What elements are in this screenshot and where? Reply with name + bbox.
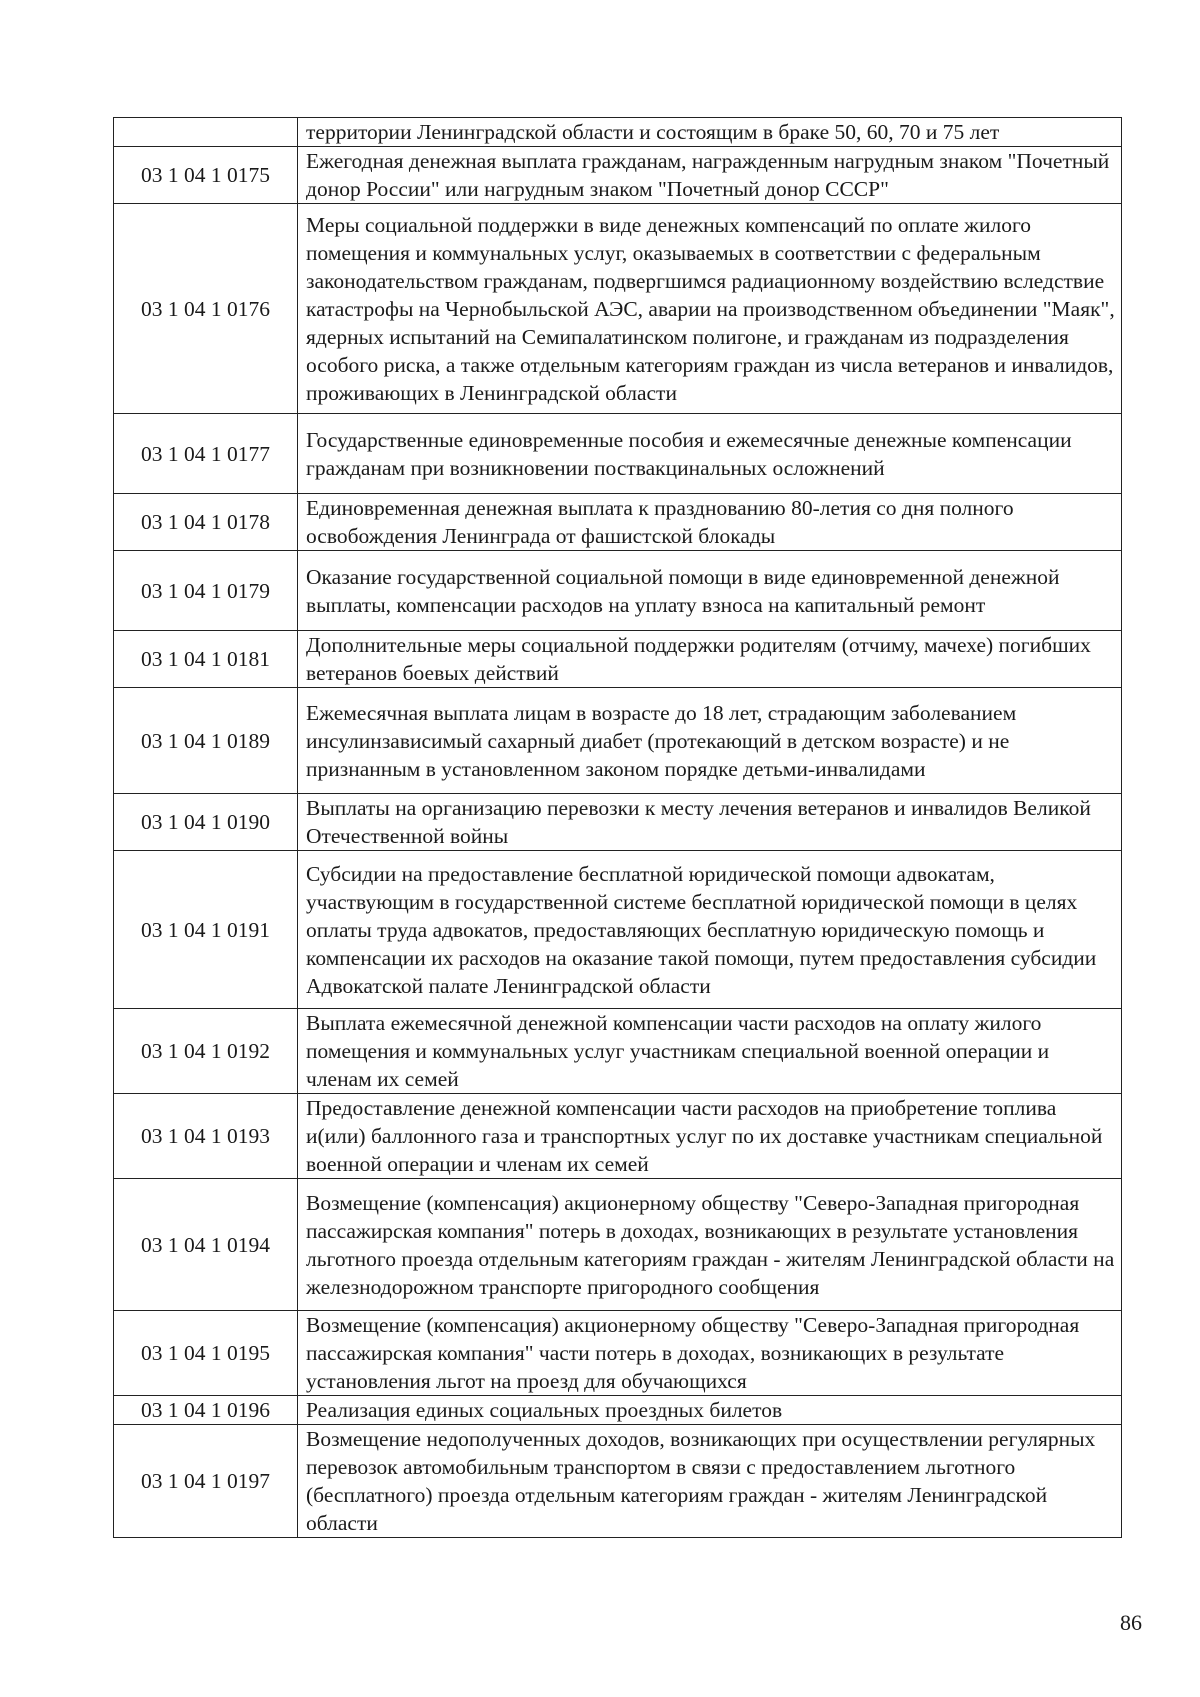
page-number: 86 [1120,1610,1142,1635]
description-cell: Меры социальной поддержки в виде денежных компенсаций по оплате жилого помещения и коммунальных услуг, оказываемых в соответствии с федеральным законодательством гражданам, подвергшимся радиационному воздействию вследствие катастрофы на Чернобыльской АЭС, аварии на производственном объединении "Маяк", ядерных испытаний на Семипалатинском полигоне, и гражданам из подразделения особого риска, а также отдельным категориям граждан из числа ветеранов и инвалидов, проживающих в Ленинградской области [298,204,1122,414]
budget-code-cell [114,118,298,147]
description-cell: Реализация единых социальных проездных билетов [298,1396,1122,1425]
budget-code-cell: 03 1 04 1 0197 [114,1425,298,1538]
table-row [114,1425,1122,1538]
table-row [114,414,1122,494]
table-row [114,118,1122,147]
table-row [114,204,1122,414]
budget-code-cell: 03 1 04 1 0195 [114,1311,298,1396]
description-cell: Выплата ежемесячной денежной компенсации части расходов на оплату жилого помещения и коммунальных услуг участникам специальной военной операции и членам их семей [298,1009,1122,1094]
budget-code-cell: 03 1 04 1 0179 [114,551,298,631]
description-cell: Выплаты на организацию перевозки к месту лечения ветеранов и инвалидов Великой Отечественной войны [298,794,1122,851]
budget-code-cell: 03 1 04 1 0190 [114,794,298,851]
table-row [114,794,1122,851]
budget-code-cell: 03 1 04 1 0196 [114,1396,298,1425]
table-row [114,1179,1122,1311]
table-body [114,118,1122,1538]
description-cell: Оказание государственной социальной помощи в виде единовременной денежной выплаты, компенсации расходов на уплату взноса на капитальный ремонт [298,551,1122,631]
budget-code-cell: 03 1 04 1 0194 [114,1179,298,1311]
description-cell: Ежегодная денежная выплата гражданам, награжденным нагрудным знаком "Почетный донор России" или нагрудным знаком "Почетный донор СССР" [298,147,1122,204]
description-cell: территории Ленинградской области и состоящим в браке 50, 60, 70 и 75 лет [298,118,1122,147]
description-cell: Государственные единовременные пособия и ежемесячные денежные компенсации гражданам при возникновении поствакцинальных осложнений [298,414,1122,494]
description-cell: Дополнительные меры социальной поддержки родителям (отчиму, мачехе) погибших ветеранов боевых действий [298,631,1122,688]
table-row [114,147,1122,204]
table-row [114,551,1122,631]
budget-code-cell: 03 1 04 1 0191 [114,851,298,1009]
budget-code-cell: 03 1 04 1 0175 [114,147,298,204]
table-row [114,688,1122,794]
budget-code-cell: 03 1 04 1 0176 [114,204,298,414]
budget-codes-table [113,117,1122,1538]
description-cell: Ежемесячная выплата лицам в возрасте до 18 лет, страдающим заболеванием инсулинзависимый сахарный диабет (протекающий в детском возрасте) и не признанным в установленном законом порядке детьми-инвалидами [298,688,1122,794]
table-row [114,1396,1122,1425]
budget-code-cell: 03 1 04 1 0192 [114,1009,298,1094]
table-row [114,1311,1122,1396]
table-row [114,631,1122,688]
budget-code-cell: 03 1 04 1 0189 [114,688,298,794]
description-cell: Возмещение (компенсация) акционерному обществу "Северо-Западная пригородная пассажирская компания" потерь в доходах, возникающих в результате установления льготного проезда отдельным категориям граждан - жителям Ленинградской области на железнодорожном транспорте пригородного сообщения [298,1179,1122,1311]
description-cell: Единовременная денежная выплата к празднованию 80-летия со дня полного освобождения Ленинграда от фашистской блокады [298,494,1122,551]
description-cell: Возмещение (компенсация) акционерному обществу "Северо-Западная пригородная пассажирская компания" части потерь в доходах, возникающих в результате установления льгот на проезд для обучающихся [298,1311,1122,1396]
budget-code-cell: 03 1 04 1 0177 [114,414,298,494]
budget-code-cell: 03 1 04 1 0181 [114,631,298,688]
table-row [114,1009,1122,1094]
description-cell: Возмещение недополученных доходов, возникающих при осуществлении регулярных перевозок автомобильным транспортом в связи с предоставлением льготного (бесплатного) проезда отдельным категориям граждан - жителям Ленинградской области [298,1425,1122,1538]
table-row [114,494,1122,551]
budget-code-cell: 03 1 04 1 0178 [114,494,298,551]
budget-code-cell: 03 1 04 1 0193 [114,1094,298,1179]
description-cell: Субсидии на предоставление бесплатной юридической помощи адвокатам, участвующим в государственной системе бесплатной юридической помощи в целях оплаты труда адвокатов, предоставляющих бесплатную юридическую помощь и компенсации их расходов на оказание такой помощи, путем предоставления субсидии Адвокатской палате Ленинградской области [298,851,1122,1009]
description-cell: Предоставление денежной компенсации части расходов на приобретение топлива и(или) баллонного газа и транспортных услуг по их доставке участникам специальной военной операции и членам их семей [298,1094,1122,1179]
table-row [114,1094,1122,1179]
table-row [114,851,1122,1009]
